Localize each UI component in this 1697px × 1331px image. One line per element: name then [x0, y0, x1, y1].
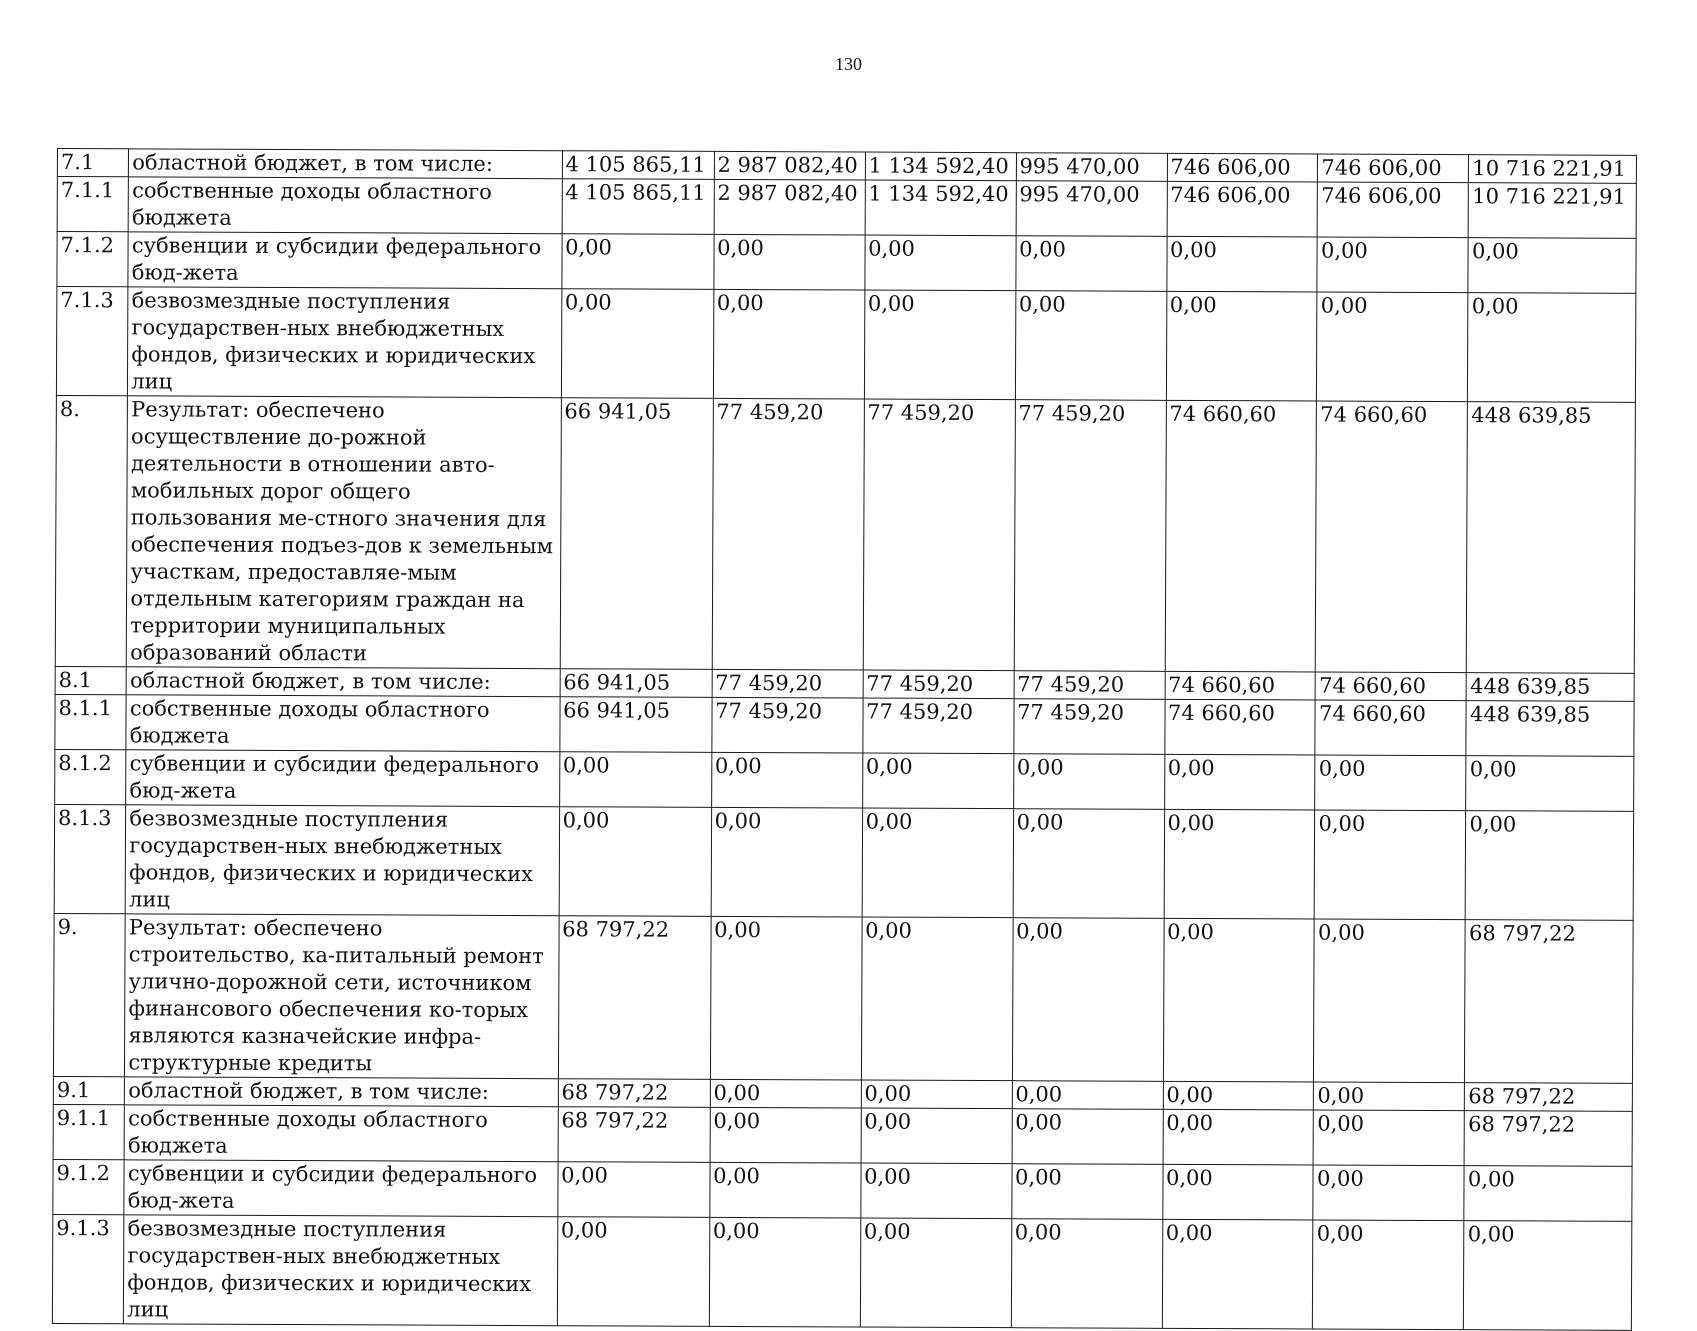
row-total-value: 10 716 221,91 [1469, 155, 1637, 184]
row-year-value: 995 470,00 [1016, 153, 1167, 182]
row-year-value: 0,00 [1011, 1219, 1162, 1329]
row-code: 7.1 [57, 149, 128, 177]
row-year-value: 77 459,20 [712, 398, 864, 670]
row-year-value: 0,00 [711, 752, 862, 808]
row-description: Результат: обеспечено строительство, ка-питальный ремонт улично-дорожной сети, источником финансового обеспечения ко-торых являются казначейские инфра-структурные кредиты [125, 914, 559, 1079]
row-year-value: 4 105 865,11 [562, 151, 714, 180]
row-code: 9.1.3 [52, 1214, 124, 1323]
row-year-value: 0,00 [1162, 1219, 1313, 1329]
row-description: субвенции и субсидии федерального бюд-жета [128, 232, 562, 289]
row-year-value: 66 941,05 [560, 398, 713, 670]
row-year-value: 0,00 [710, 1107, 861, 1163]
row-code: 8.1.3 [54, 804, 126, 913]
row-code: 9.1.2 [53, 1159, 125, 1214]
row-total-value: 448 639,85 [1467, 402, 1636, 674]
row-year-value: 0,00 [561, 289, 713, 399]
table-row [57, 177, 1636, 239]
budget-table [52, 148, 1637, 1331]
row-year-value: 0,00 [861, 917, 1013, 1081]
row-year-value: 0,00 [1163, 1081, 1314, 1110]
row-year-value: 0,00 [1315, 755, 1466, 811]
row-year-value: 0,00 [713, 234, 864, 290]
row-year-value: 0,00 [862, 753, 1013, 809]
row-code: 9. [53, 913, 125, 1076]
row-description: субвенции и субсидии федерального бюд-жета [126, 750, 560, 807]
table-row [53, 1104, 1632, 1166]
table-row [57, 232, 1636, 294]
row-code: 9.1 [53, 1076, 124, 1104]
row-year-value: 68 797,22 [558, 1079, 710, 1108]
row-year-value: 0,00 [1315, 810, 1466, 920]
row-year-value: 66 941,05 [559, 697, 711, 753]
row-description: субвенции и субсидии федерального бюд-жета [124, 1160, 558, 1217]
row-description: собственные доходы областного бюджета [126, 695, 560, 752]
row-code: 9.1.1 [53, 1104, 125, 1159]
row-year-value: 77 459,20 [862, 698, 1013, 754]
row-year-value: 1 134 592,40 [865, 152, 1016, 181]
row-year-value: 74 660,60 [1164, 699, 1315, 755]
row-total-value: 68 797,22 [1465, 920, 1633, 1084]
table-row [55, 694, 1634, 756]
row-code: 7.1.2 [57, 232, 129, 287]
row-code: 8.1.1 [55, 694, 127, 749]
row-year-value: 0,00 [1314, 919, 1466, 1083]
row-year-value: 0,00 [559, 752, 711, 808]
row-total-value: 68 797,22 [1465, 1083, 1633, 1112]
row-code: 8. [55, 395, 128, 666]
row-year-value: 0,00 [1164, 754, 1315, 810]
row-description: безвозмездные поступления государствен-ных внебюджетных фондов, физических и юридических лиц [126, 805, 560, 916]
row-total-value: 0,00 [1468, 293, 1636, 403]
row-year-value: 0,00 [710, 1079, 861, 1108]
row-year-value: 0,00 [1162, 1164, 1313, 1220]
row-year-value: 77 459,20 [712, 669, 863, 698]
row-description: областной бюджет, в том числе: [126, 667, 559, 697]
row-total-value: 448 639,85 [1466, 701, 1634, 757]
row-year-value: 0,00 [1314, 1082, 1465, 1111]
row-year-value: 2 987 082,40 [714, 179, 865, 235]
row-description: областной бюджет, в том числе: [129, 149, 562, 179]
row-description: областной бюджет, в том числе: [125, 1077, 558, 1107]
table-row [56, 287, 1635, 403]
row-year-value: 0,00 [1317, 237, 1468, 293]
row-year-value: 0,00 [1163, 1109, 1314, 1165]
row-year-value: 1 134 592,40 [865, 180, 1016, 236]
table-row [55, 395, 1635, 673]
row-year-value: 0,00 [1166, 291, 1317, 401]
row-year-value: 77 459,20 [1013, 699, 1164, 755]
row-year-value: 0,00 [1317, 292, 1468, 402]
row-year-value: 0,00 [557, 1162, 709, 1218]
row-year-value: 0,00 [709, 1162, 860, 1218]
row-description: безвозмездные поступления государствен-ных внебюджетных фондов, физических и юридических лиц [124, 1215, 558, 1326]
row-total-value: 0,00 [1466, 811, 1634, 921]
row-year-value: 0,00 [1166, 236, 1317, 292]
row-year-value: 0,00 [1163, 918, 1315, 1082]
table-row [52, 1214, 1631, 1330]
row-year-value: 77 459,20 [863, 399, 1015, 671]
row-year-value: 74 660,60 [1165, 671, 1316, 700]
row-year-value: 0,00 [1012, 1109, 1163, 1165]
row-year-value: 746 606,00 [1318, 154, 1469, 183]
row-year-value: 0,00 [1013, 754, 1164, 810]
row-year-value: 995 470,00 [1016, 181, 1167, 237]
row-year-value: 0,00 [1314, 1110, 1465, 1166]
row-year-value: 0,00 [713, 289, 864, 399]
row-year-value: 746 606,00 [1318, 182, 1469, 238]
row-year-value: 0,00 [1015, 291, 1166, 401]
row-total-value: 0,00 [1468, 238, 1636, 294]
table-row [54, 804, 1633, 920]
row-year-value: 0,00 [861, 1108, 1012, 1164]
row-year-value: 0,00 [711, 807, 862, 917]
row-year-value: 0,00 [1012, 1081, 1163, 1110]
row-total-value: 68 797,22 [1465, 1111, 1633, 1167]
row-year-value: 0,00 [1012, 918, 1164, 1082]
row-description: Результат: обеспечено осуществление до-рожной деятельности в отношении авто-мобильных дорог общего пользования ме-стного значения для обеспечения подъез-дов к земельным участкам, предоставляе-мым отдельным категориям граждан на территории муниципальных образований области [127, 396, 561, 669]
row-year-value: 4 105 865,11 [562, 179, 714, 235]
row-total-value: 10 716 221,91 [1469, 183, 1637, 239]
row-year-value: 68 797,22 [558, 1107, 710, 1163]
row-year-value: 0,00 [1313, 1165, 1464, 1221]
row-code: 7.1.1 [57, 177, 129, 232]
row-year-value: 0,00 [559, 807, 711, 917]
row-year-value: 74 660,60 [1316, 672, 1467, 701]
row-year-value: 0,00 [562, 234, 714, 290]
row-year-value: 0,00 [860, 1218, 1011, 1328]
row-code: 7.1.3 [56, 287, 128, 396]
row-year-value: 0,00 [1313, 1220, 1464, 1330]
page-number: 130 [835, 54, 862, 74]
row-year-value: 74 660,60 [1316, 401, 1468, 673]
row-year-value: 66 941,05 [560, 669, 712, 698]
row-year-value: 0,00 [862, 808, 1013, 918]
row-code: 8.1.2 [55, 749, 127, 804]
row-year-value: 746 606,00 [1167, 181, 1318, 237]
row-year-value: 0,00 [864, 290, 1015, 400]
row-description: безвозмездные поступления государствен-ных внебюджетных фондов, физических и юридических лиц [128, 287, 562, 398]
table-body [52, 149, 1636, 1331]
row-year-value: 2 987 082,40 [714, 151, 865, 180]
row-total-value: 0,00 [1464, 1166, 1632, 1222]
row-year-value: 746 606,00 [1167, 153, 1318, 182]
row-year-value: 0,00 [709, 1217, 860, 1327]
row-year-value: 0,00 [1011, 1164, 1162, 1220]
row-year-value: 68 797,22 [558, 916, 711, 1080]
row-code: 8.1 [55, 666, 126, 694]
row-year-value: 74 660,60 [1165, 400, 1317, 672]
row-total-value: 448 639,85 [1467, 673, 1635, 702]
row-year-value: 77 459,20 [711, 697, 862, 753]
row-year-value: 0,00 [1015, 236, 1166, 292]
table-row [53, 913, 1633, 1083]
row-year-value: 0,00 [710, 916, 862, 1080]
row-year-value: 77 459,20 [863, 670, 1014, 699]
row-year-value: 0,00 [1013, 809, 1164, 919]
table-row [55, 749, 1634, 811]
row-total-value: 0,00 [1464, 1221, 1632, 1331]
row-year-value: 0,00 [861, 1080, 1012, 1109]
row-year-value: 74 660,60 [1315, 700, 1466, 756]
row-year-value: 77 459,20 [1014, 400, 1166, 672]
row-description: собственные доходы областного бюджета [128, 177, 562, 234]
row-year-value: 77 459,20 [1014, 671, 1165, 700]
table-row [53, 1159, 1632, 1221]
row-year-value: 0,00 [557, 1217, 709, 1327]
row-total-value: 0,00 [1466, 756, 1634, 812]
row-year-value: 0,00 [860, 1163, 1011, 1219]
row-year-value: 0,00 [1164, 809, 1315, 919]
row-description: собственные доходы областного бюджета [124, 1105, 558, 1162]
row-year-value: 0,00 [864, 235, 1015, 291]
